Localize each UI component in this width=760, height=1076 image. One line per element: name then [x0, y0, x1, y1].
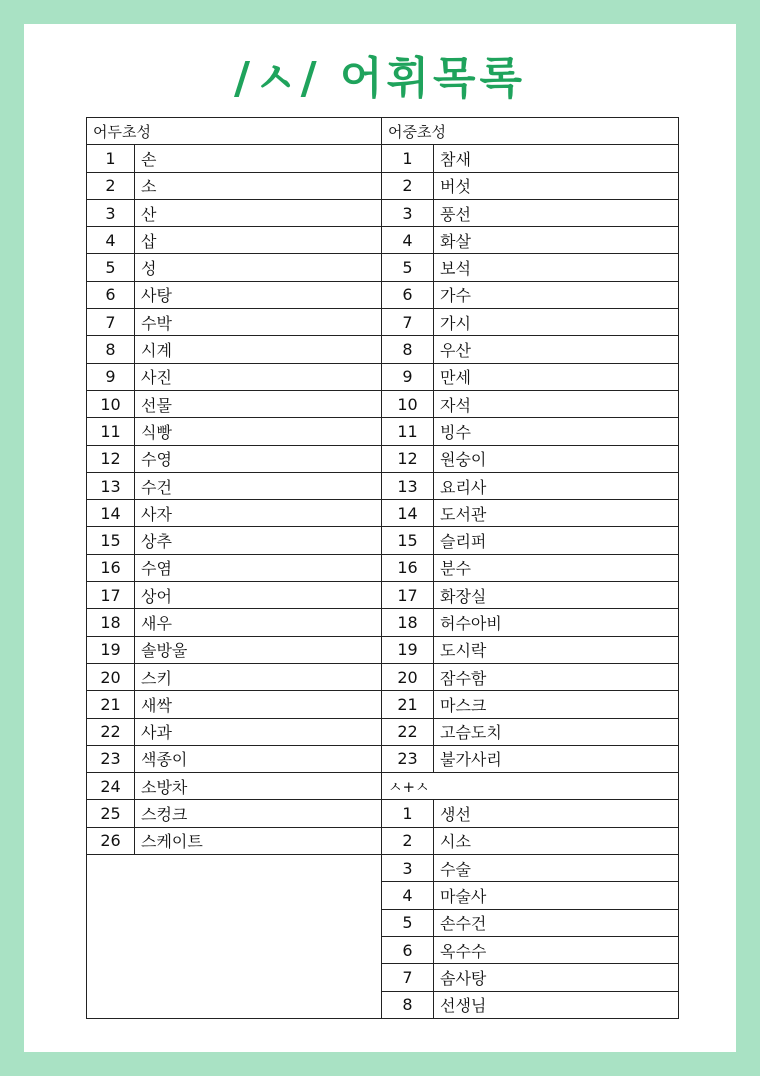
right-item-word: 자석 — [434, 390, 679, 417]
right-item-number: 15 — [382, 527, 434, 554]
left-item-number: 9 — [87, 363, 135, 390]
left-item-word: 스케이트 — [135, 827, 382, 854]
right-item-word: 원숭이 — [434, 445, 679, 472]
left-item-number: 2 — [87, 172, 135, 199]
left-item-word: 소방차 — [135, 773, 382, 800]
left-item-word: 수영 — [135, 445, 382, 472]
left-item-word: 산 — [135, 199, 382, 226]
right2-item-word: 손수건 — [434, 909, 679, 936]
left-item-word: 삽 — [135, 227, 382, 254]
right-item-number: 14 — [382, 500, 434, 527]
left-item-number: 23 — [87, 745, 135, 772]
right2-item-word: 옥수수 — [434, 936, 679, 963]
left-item-number: 21 — [87, 691, 135, 718]
left-item-word: 스키 — [135, 663, 382, 690]
right-item-number: 18 — [382, 609, 434, 636]
right-item-number: 1 — [382, 145, 434, 172]
table-row — [87, 691, 679, 718]
table-row — [87, 445, 679, 472]
left-item-number: 18 — [87, 609, 135, 636]
left-item-word: 사탕 — [135, 281, 382, 308]
left-item-number: 3 — [87, 199, 135, 226]
table-row — [87, 773, 679, 800]
table-row — [87, 118, 679, 145]
right-item-word: 분수 — [434, 554, 679, 581]
right2-item-word: 시소 — [434, 827, 679, 854]
right-item-word: 화살 — [434, 227, 679, 254]
right-item-number: 23 — [382, 745, 434, 772]
right2-item-word: 솜사탕 — [434, 964, 679, 991]
right-item-word: 가수 — [434, 281, 679, 308]
right-item-word: 도시락 — [434, 636, 679, 663]
left-item-word: 사자 — [135, 500, 382, 527]
right2-item-number: 7 — [382, 964, 434, 991]
right2-item-number: 8 — [382, 991, 434, 1018]
right-subheader: ㅅ+ㅅ — [382, 773, 679, 800]
left-item-word: 스컹크 — [135, 800, 382, 827]
right-item-number: 5 — [382, 254, 434, 281]
left-item-word: 선물 — [135, 390, 382, 417]
worksheet-page — [24, 24, 736, 1052]
left-item-number: 17 — [87, 582, 135, 609]
left-item-word: 색종이 — [135, 745, 382, 772]
right-item-word: 잠수함 — [434, 663, 679, 690]
table-row — [87, 363, 679, 390]
table-row — [87, 718, 679, 745]
left-item-word: 새싹 — [135, 691, 382, 718]
right-item-number: 12 — [382, 445, 434, 472]
right-item-number: 19 — [382, 636, 434, 663]
left-item-word: 성 — [135, 254, 382, 281]
right-header: 어중초성 — [382, 118, 679, 145]
table-row — [87, 227, 679, 254]
table-row — [87, 281, 679, 308]
left-item-number: 11 — [87, 418, 135, 445]
right2-item-number: 3 — [382, 855, 434, 882]
left-item-word: 손 — [135, 145, 382, 172]
right-item-number: 13 — [382, 472, 434, 499]
left-item-number: 13 — [87, 472, 135, 499]
table-row — [87, 554, 679, 581]
left-item-number: 25 — [87, 800, 135, 827]
left-item-number: 5 — [87, 254, 135, 281]
left-item-word: 솔방울 — [135, 636, 382, 663]
left-item-word: 상어 — [135, 582, 382, 609]
right-item-word: 불가사리 — [434, 745, 679, 772]
table-row — [87, 199, 679, 226]
vocabulary-table — [86, 117, 679, 1019]
right2-item-word: 선생님 — [434, 991, 679, 1018]
table-row — [87, 172, 679, 199]
right-item-number: 16 — [382, 554, 434, 581]
table-row — [87, 336, 679, 363]
right2-item-word: 마술사 — [434, 882, 679, 909]
right-item-number: 21 — [382, 691, 434, 718]
left-item-number: 4 — [87, 227, 135, 254]
left-item-word: 사진 — [135, 363, 382, 390]
left-empty-area — [87, 855, 382, 1019]
left-item-number: 14 — [87, 500, 135, 527]
left-item-number: 6 — [87, 281, 135, 308]
right2-item-number: 1 — [382, 800, 434, 827]
table-row — [87, 582, 679, 609]
left-item-number: 12 — [87, 445, 135, 472]
right-item-word: 고슴도치 — [434, 718, 679, 745]
right-item-word: 참새 — [434, 145, 679, 172]
table-row — [87, 527, 679, 554]
right-item-number: 6 — [382, 281, 434, 308]
right-item-number: 3 — [382, 199, 434, 226]
table-row — [87, 500, 679, 527]
right-item-word: 허수아비 — [434, 609, 679, 636]
left-item-word: 수염 — [135, 554, 382, 581]
right-item-number: 11 — [382, 418, 434, 445]
right-item-number: 4 — [382, 227, 434, 254]
right2-item-number: 5 — [382, 909, 434, 936]
left-item-number: 19 — [87, 636, 135, 663]
right-item-word: 가시 — [434, 309, 679, 336]
right-item-number: 10 — [382, 390, 434, 417]
left-item-number: 22 — [87, 718, 135, 745]
left-item-number: 24 — [87, 773, 135, 800]
right-item-word: 도서관 — [434, 500, 679, 527]
left-item-word: 식빵 — [135, 418, 382, 445]
right-item-number: 20 — [382, 663, 434, 690]
right-item-word: 풍선 — [434, 199, 679, 226]
right-item-word: 보석 — [434, 254, 679, 281]
table-row — [87, 472, 679, 499]
left-item-word: 시계 — [135, 336, 382, 363]
table-row — [87, 855, 679, 882]
right-item-word: 슬리퍼 — [434, 527, 679, 554]
right-item-number: 8 — [382, 336, 434, 363]
right-item-word: 요리사 — [434, 472, 679, 499]
left-header: 어두초성 — [87, 118, 382, 145]
table-row — [87, 309, 679, 336]
table-row — [87, 827, 679, 854]
right-item-number: 22 — [382, 718, 434, 745]
left-item-word: 소 — [135, 172, 382, 199]
table-row — [87, 636, 679, 663]
right2-item-number: 2 — [382, 827, 434, 854]
right2-item-word: 수술 — [434, 855, 679, 882]
table-row — [87, 609, 679, 636]
table-row — [87, 418, 679, 445]
right-item-word: 버섯 — [434, 172, 679, 199]
right-item-word: 빙수 — [434, 418, 679, 445]
right2-item-word: 생선 — [434, 800, 679, 827]
right-item-number: 7 — [382, 309, 434, 336]
right2-item-number: 6 — [382, 936, 434, 963]
table-row — [87, 254, 679, 281]
table-row — [87, 145, 679, 172]
right-item-number: 2 — [382, 172, 434, 199]
left-item-number: 20 — [87, 663, 135, 690]
left-item-number: 16 — [87, 554, 135, 581]
table-row — [87, 663, 679, 690]
left-item-number: 26 — [87, 827, 135, 854]
table-row — [87, 390, 679, 417]
right-item-word: 화장실 — [434, 582, 679, 609]
left-item-number: 8 — [87, 336, 135, 363]
left-item-number: 7 — [87, 309, 135, 336]
table-row — [87, 800, 679, 827]
page-title: /ㅅ/ 어휘목록 — [234, 53, 526, 104]
left-item-word: 상추 — [135, 527, 382, 554]
right2-item-number: 4 — [382, 882, 434, 909]
left-item-number: 1 — [87, 145, 135, 172]
left-item-word: 수박 — [135, 309, 382, 336]
right-item-number: 9 — [382, 363, 434, 390]
left-item-number: 10 — [87, 390, 135, 417]
right-item-word: 우산 — [434, 336, 679, 363]
left-item-number: 15 — [87, 527, 135, 554]
right-item-word: 만세 — [434, 363, 679, 390]
right-item-word: 마스크 — [434, 691, 679, 718]
left-item-word: 사과 — [135, 718, 382, 745]
right-item-number: 17 — [382, 582, 434, 609]
left-item-word: 수건 — [135, 472, 382, 499]
table-row — [87, 745, 679, 772]
left-item-word: 새우 — [135, 609, 382, 636]
